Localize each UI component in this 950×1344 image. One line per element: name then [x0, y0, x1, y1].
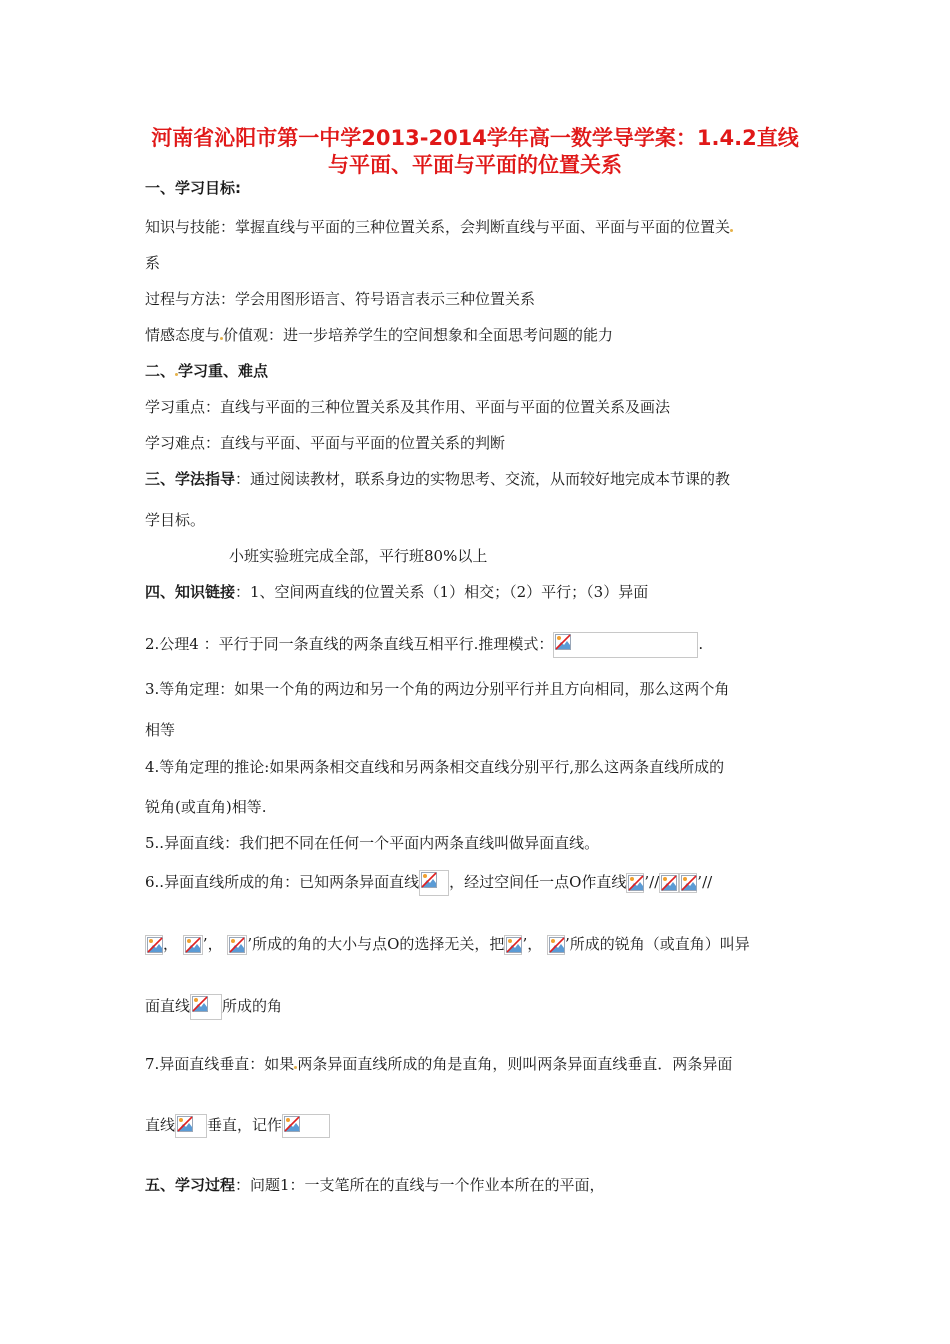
knowledge-item-1: ：1、空间两直线的位置关系（1）相交；（2）平行；（3）异面	[235, 583, 649, 601]
item6-text-a: 6..异面直线所成的角：已知两条异面直线	[145, 873, 420, 891]
item7-text-a: 7.异面直线垂直：如果	[145, 1055, 295, 1073]
broken-image-icon	[282, 1114, 330, 1138]
item6-text-d: ’//	[697, 873, 713, 891]
knowledge-item-4: 4.等角定理的推论:如果两条相交直线和另两条相交直线分别平行,那么这两条直线所成的	[145, 758, 725, 776]
item6-text-h: 所成的锐角（或直角）叫异	[569, 935, 750, 953]
broken-image-icon	[175, 1114, 207, 1138]
item6-text-b: ，经过空间任一点O作直线	[449, 873, 627, 891]
section5-heading: 五、学习过程	[145, 1176, 236, 1194]
broken-image-icon	[547, 935, 565, 955]
knowledge-item-7-line2	[145, 1114, 330, 1138]
section3-note: 小班实验班完成全部，平行班80%以上	[229, 547, 488, 565]
document-title-line1: 河南省沁阳市第一中学2013-2014学年高一数学导学案：1.4.2直线	[151, 126, 799, 150]
knowledge-goal	[145, 217, 733, 237]
item6-text-j: 所成的角	[222, 997, 283, 1015]
section3	[145, 469, 730, 489]
item7-text-d: 垂直，记作	[207, 1116, 283, 1134]
item6-text-i: 面直线	[145, 997, 191, 1015]
emotion-goal	[145, 325, 613, 345]
broken-image-icon	[679, 873, 697, 893]
section4-heading: 四、知识链接	[145, 583, 236, 601]
broken-image-icon	[183, 935, 203, 955]
knowledge-item-6	[145, 870, 712, 896]
document-title-line2: 与平面、平面与平面的位置关系	[328, 153, 622, 177]
knowledge-item-2-text: 2.公理4 ：平行于同一条直线的两条直线互相平行.推理模式：	[145, 635, 554, 653]
emotion-goal-a: 情感态度与	[145, 326, 221, 344]
item6-text-f: 所成的角的大小与点O的选择无关，把	[252, 935, 505, 953]
broken-image-icon	[145, 935, 163, 955]
section1-heading: 一、学习目标:	[145, 179, 241, 197]
knowledge-item-7	[145, 1054, 732, 1074]
item6-text-e: ，	[163, 935, 179, 953]
period: .	[698, 635, 704, 653]
knowledge-goal-cont: 系	[145, 254, 161, 272]
broken-image-icon	[659, 873, 679, 893]
item6-text-c: ’//	[644, 873, 660, 891]
knowledge-item-2	[145, 632, 703, 658]
difficulty-point: 学习难点：直线与平面、平面与平面的位置关系的判断	[145, 434, 506, 452]
section2-heading	[145, 361, 268, 381]
knowledge-item-3-cont: 相等	[145, 721, 176, 739]
broken-image-icon	[626, 873, 644, 893]
item6-text-g: ，	[527, 935, 543, 953]
key-point: 学习重点：直线与平面的三种位置关系及其作用、平面与平面的位置关系及画法	[145, 398, 671, 416]
knowledge-item-4-cont: 锐角(或直角)相等.	[145, 798, 267, 816]
process-goal: 过程与方法：学会用图形语言、符号语言表示三种位置关系	[145, 290, 536, 308]
emotion-goal-b: 价值观：进一步培养学生的空间想象和全面思考问题的能力	[223, 326, 614, 344]
broken-image-icon	[227, 935, 247, 955]
knowledge-item-6-line2: ， ’， ’所成的角的大小与点O的选择无关，把 ’， ’所成的锐角（或直角）叫异	[145, 934, 750, 955]
section3-text: ：通过阅读教材，联系身边的实物思考、交流，从而较好地完成本节课的教	[235, 470, 731, 488]
section5-text: ：问题1：一支笔所在的直线与一个作业本所在的平面，	[235, 1176, 605, 1194]
section3-text-cont: 学目标。	[145, 511, 206, 529]
broken-image-icon	[419, 870, 449, 896]
item7-text-b: 两条异面直线所成的角是直角，则叫两条异面直线垂直．两条异面	[297, 1055, 733, 1073]
broken-image-icon	[190, 994, 222, 1020]
knowledge-item-3: 3.等角定理：如果一个角的两边和另一个角的两边分别平行并且方向相同，那么这两个角	[145, 680, 730, 698]
broken-image-icon	[504, 935, 522, 955]
marker-dot	[730, 229, 733, 232]
section4	[145, 582, 648, 602]
knowledge-item-6-line3	[145, 994, 282, 1020]
broken-image-icon	[553, 632, 698, 658]
section2-number: 二、	[145, 362, 176, 380]
knowledge-goal-text: 知识与技能：掌握直线与平面的三种位置关系，会判断直线与平面、平面与平面的位置关	[145, 218, 731, 236]
section2-title: 学习重、难点	[178, 362, 269, 380]
item7-text-c: 直线	[145, 1116, 176, 1134]
section5	[145, 1175, 605, 1195]
section3-heading: 三、学法指导	[145, 470, 236, 488]
knowledge-item-5: 5..异面直线：我们把不同在任何一个平面内两条直线叫做异面直线。	[145, 834, 600, 852]
